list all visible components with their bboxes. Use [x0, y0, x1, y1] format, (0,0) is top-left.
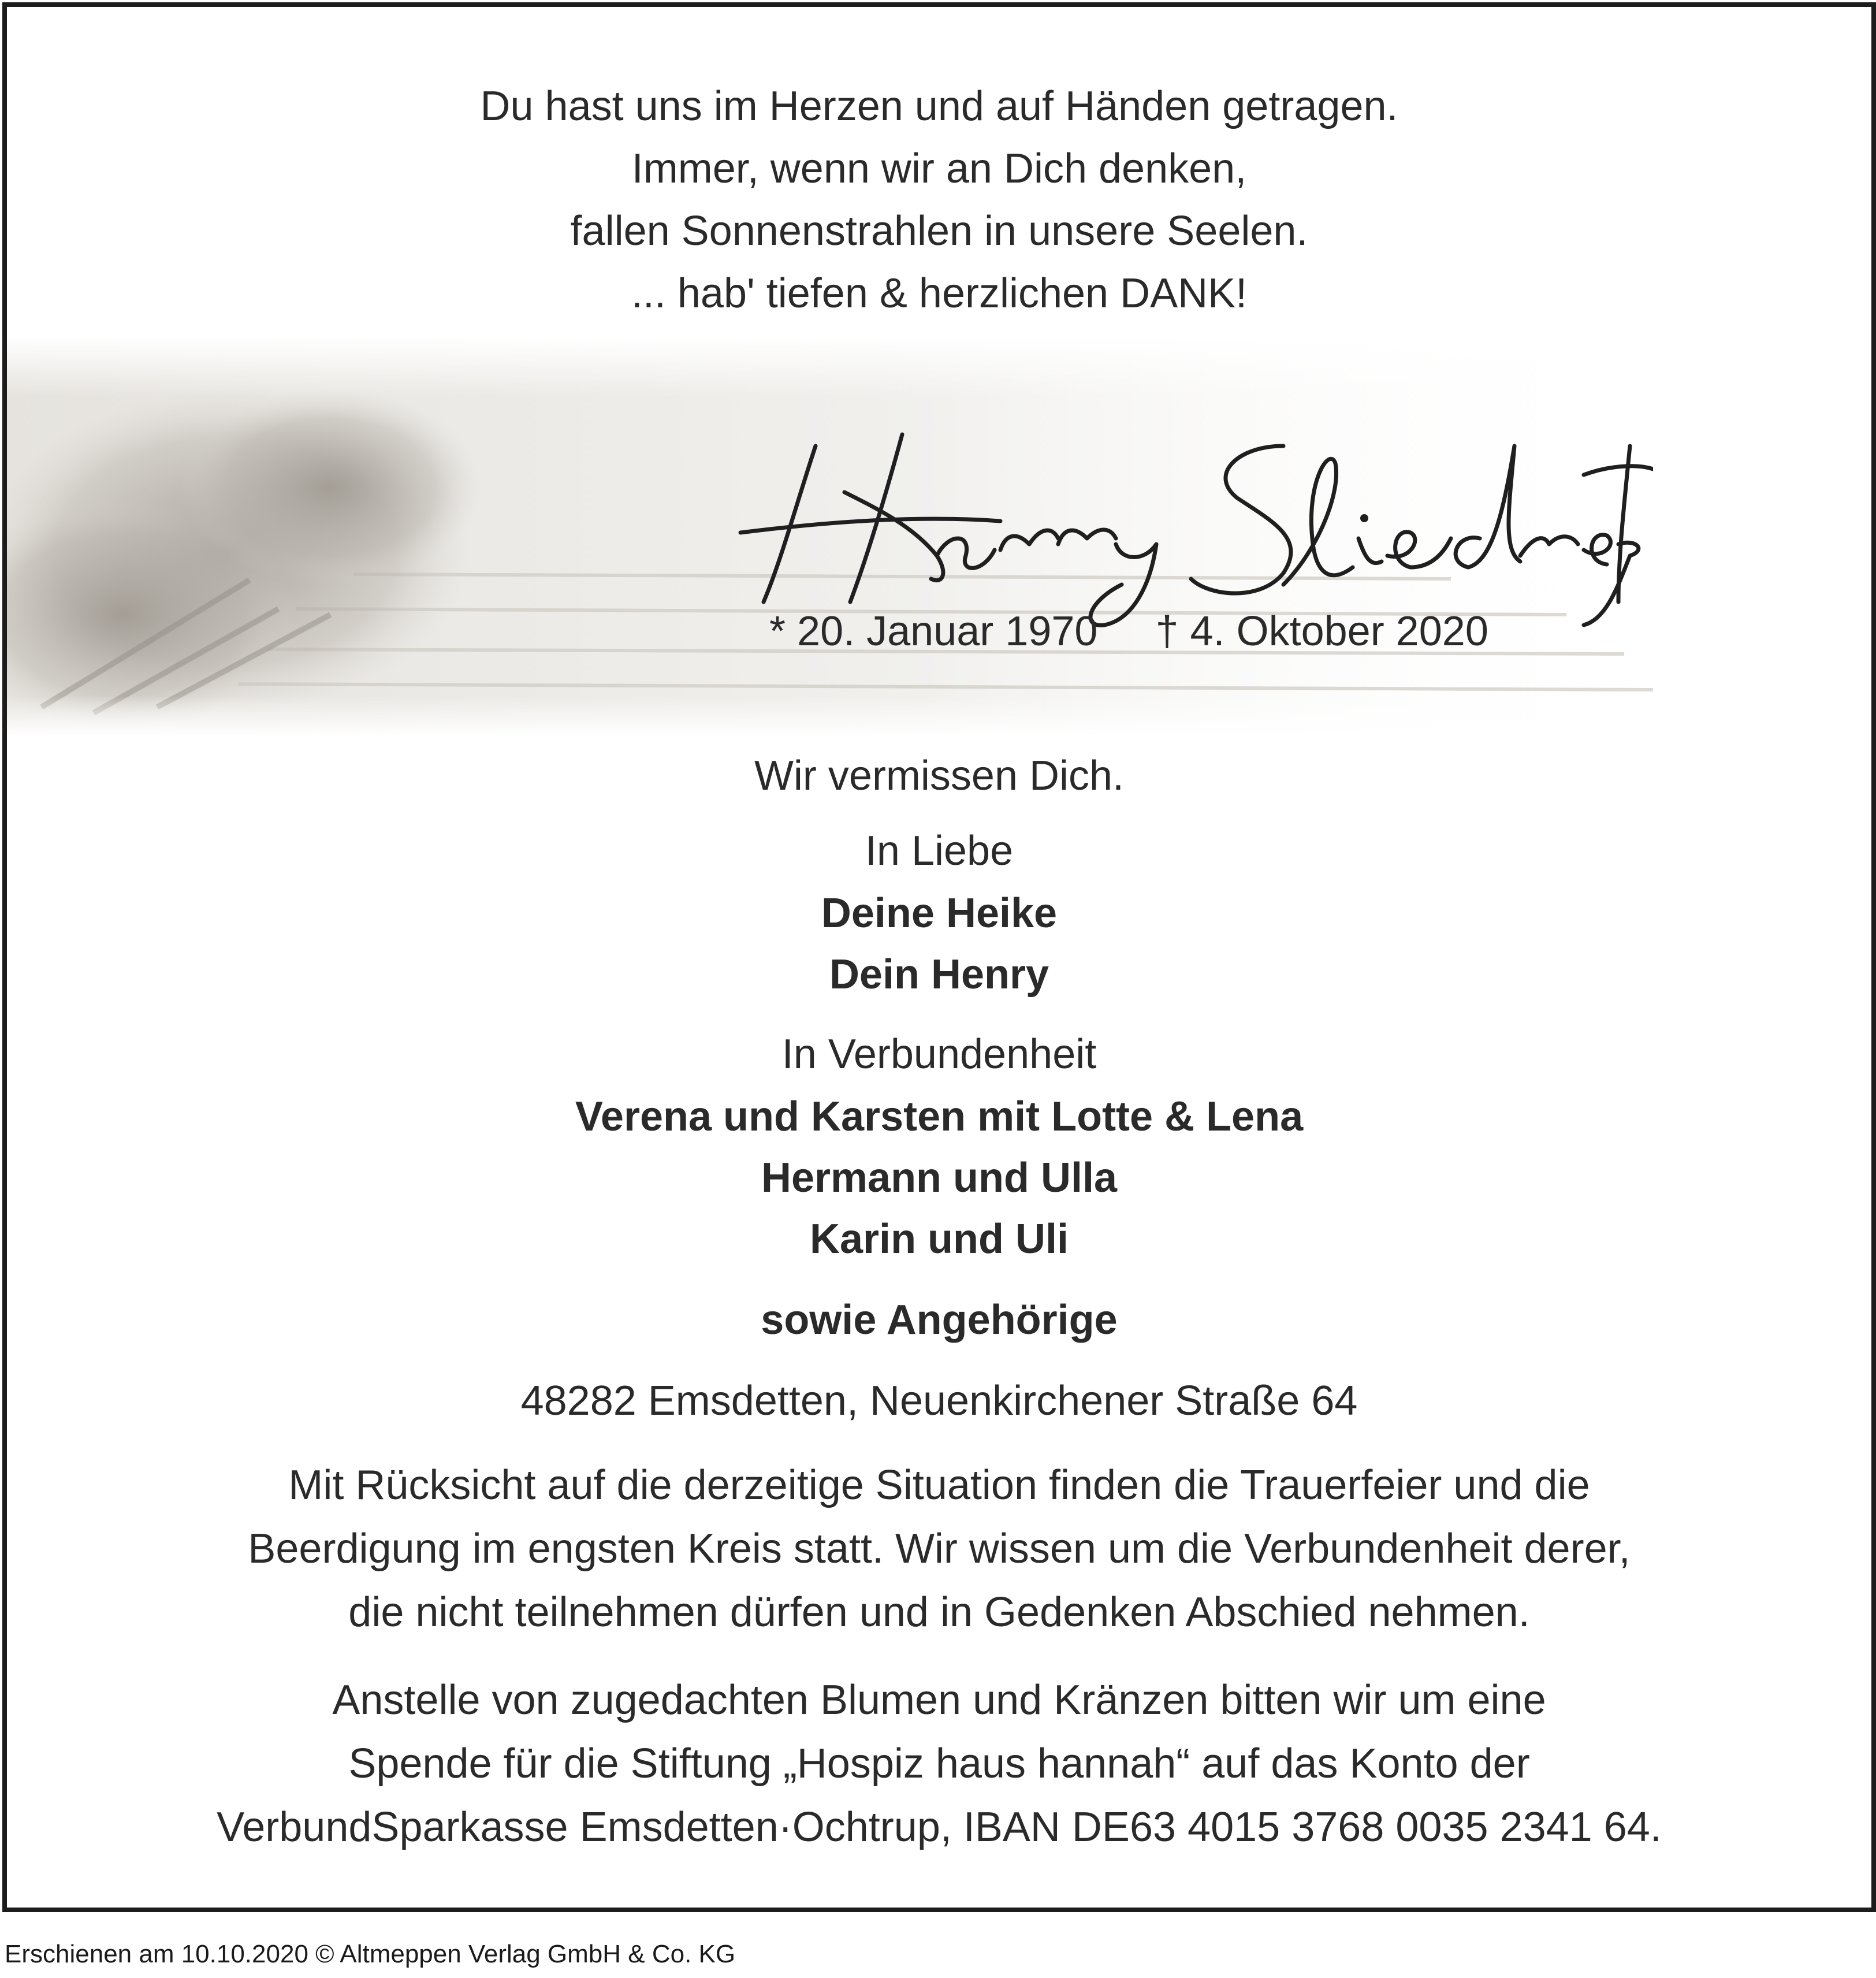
obituary-frame — [2, 2, 1876, 1912]
donation-line-3: VerbundSparkasse Emsdetten·Ochtrup, IBAN DE63 4015 3768 0035 2341 64. — [217, 1804, 1662, 1850]
miss-line: Wir vermissen Dich. — [754, 753, 1125, 799]
notice-line-1: Mit Rücksicht auf die derzeitige Situation finden die Trauerfeier und die — [288, 1462, 1590, 1508]
death-date: † 4. Oktober 2020 — [1155, 608, 1488, 655]
life-dates — [769, 608, 1488, 655]
donation-line-2: Spende für die Stiftung „Hospiz haus hannah“ auf das Konto der — [348, 1741, 1530, 1787]
poem-line-3: fallen Sonnenstrahlen in unsere Seelen. — [570, 208, 1308, 254]
notice-line-3: die nicht teilnehmen dürfen und in Gedenken Abschied nehmen. — [348, 1589, 1530, 1635]
deceased-name-signature — [729, 411, 1653, 631]
bond-name-3: Karin und Uli — [810, 1216, 1069, 1262]
poem-line-4: ... hab' tiefen & herzlichen DANK! — [631, 270, 1248, 317]
donation-line-1: Anstelle von zugedachten Blumen und Kränzen bitten wir um eine — [332, 1677, 1546, 1723]
relatives-line: sowie Angehörige — [761, 1297, 1118, 1343]
notice-line-2: Beerdigung im engsten Kreis statt. Wir wissen um die Verbundenheit derer, — [248, 1526, 1631, 1572]
address: 48282 Emsdetten, Neuenkirchener Straße 64 — [520, 1378, 1358, 1424]
bond-name-2: Hermann und Ulla — [761, 1155, 1118, 1201]
love-name-1: Deine Heike — [821, 890, 1058, 936]
poem-line-1: Du hast uns im Herzen und auf Händen getragen. — [480, 83, 1398, 129]
bond-label: In Verbundenheit — [781, 1031, 1097, 1077]
birth-date: * 20. Januar 1970 — [769, 608, 1098, 655]
poem — [7, 75, 1871, 325]
love-name-2: Dein Henry — [829, 951, 1049, 998]
poem-line-2: Immer, wenn wir an Dich denken, — [631, 146, 1247, 192]
publication-footer: Erschienen am 10.10.2020 © Altmeppen Verlag GmbH & Co. KG — [5, 1940, 736, 1968]
bond-name-1: Verena und Karsten mit Lotte & Lena — [575, 1094, 1304, 1140]
love-label: In Liebe — [865, 828, 1014, 874]
